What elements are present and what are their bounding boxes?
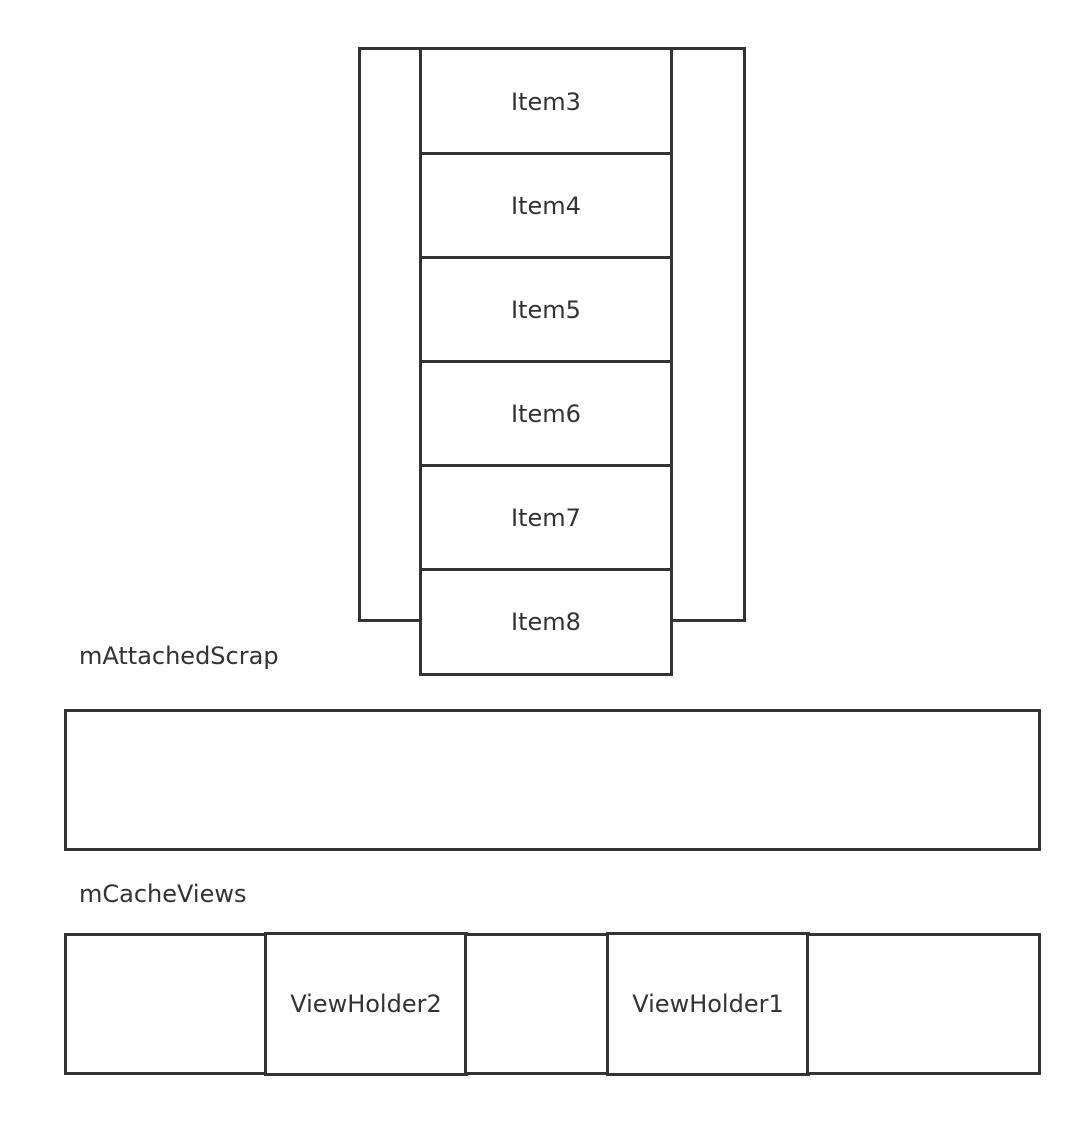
item-label: Item4 [511,192,581,220]
item-label: Item7 [511,504,581,532]
cache-views-label: mCacheViews [79,880,247,908]
list-item-item3 [419,47,673,156]
item-label: Item6 [511,400,581,428]
cache-slot-5 [806,933,1041,1075]
cache-slot-3 [464,933,612,1075]
cache-slot-viewholder2 [264,932,468,1076]
attached-scrap-label: mAttachedScrap [79,642,279,670]
cache-slot-1 [64,933,269,1075]
list-item-item6 [419,360,673,468]
list-item-item5 [419,256,673,364]
item-label: Item8 [511,608,581,636]
slot-label: ViewHolder2 [290,990,442,1018]
item-label: Item5 [511,296,581,324]
list-item-item7 [419,464,673,572]
attached-scrap-container [64,709,1041,851]
item-label: Item3 [511,87,581,116]
cache-slot-viewholder1 [606,932,810,1076]
slot-label: ViewHolder1 [632,990,784,1018]
list-item-item8 [419,568,673,676]
list-item-item4 [419,152,673,260]
